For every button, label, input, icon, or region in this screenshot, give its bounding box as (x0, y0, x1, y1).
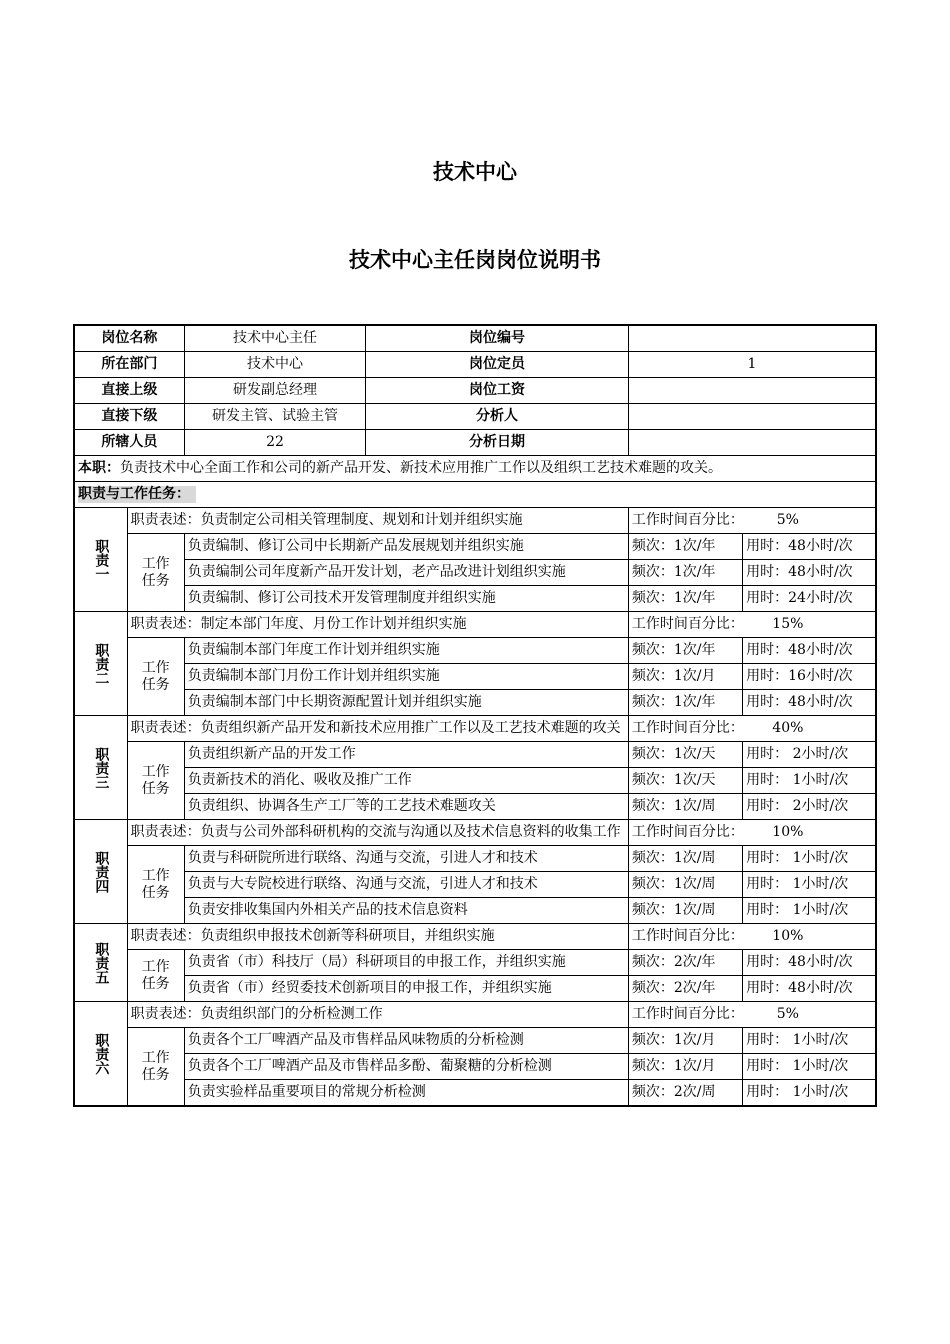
task-text: 负责新技术的消化、吸收及推广工作 (184, 768, 628, 794)
task-frequency: 频次：1次/年 (628, 560, 742, 586)
duty-description-row (74, 716, 876, 742)
task-row (74, 586, 876, 612)
task-frequency: 频次：1次/天 (628, 768, 742, 794)
tasks-header-row (74, 482, 876, 508)
duty-description: 职责表述：制定本部门年度、月份工作计划并组织实施 (127, 612, 628, 638)
task-row (74, 664, 876, 690)
job-description-table (73, 324, 877, 1107)
department-title: 技术中心 (433, 160, 517, 184)
duty-description-row (74, 1002, 876, 1028)
duty-description: 职责表述：负责与公司外部科研机构的交流与沟通以及技术信息资料的收集工作 (127, 820, 628, 846)
subordinate-value: 研发主管、试验主管 (184, 404, 365, 430)
task-row (74, 794, 876, 820)
info-row (74, 378, 876, 404)
duty-description-row (74, 612, 876, 638)
time-percentage-value: 40% (772, 720, 804, 736)
task-time: 用时：48小时/次 (743, 976, 876, 1002)
duty-description: 职责表述：负责组织部门的分析检测工作 (127, 1002, 628, 1028)
task-time: 用时：48小时/次 (743, 690, 876, 716)
task-row (74, 976, 876, 1002)
task-time: 用时： 2小时/次 (743, 742, 876, 768)
task-time: 用时： 1小时/次 (743, 1080, 876, 1107)
time-percentage-label: 工作时间百分比： (631, 1006, 744, 1022)
position-no-value (628, 325, 876, 352)
task-row (74, 742, 876, 768)
duty-name: 职责二 (74, 612, 127, 716)
headcount-label: 岗位定员 (366, 352, 629, 378)
task-time: 用时： 1小时/次 (743, 768, 876, 794)
task-frequency: 频次：1次/月 (628, 1054, 742, 1080)
staff-value: 22 (184, 430, 365, 456)
task-time: 用时：48小时/次 (743, 638, 876, 664)
work-tasks-label: 工作任务 (127, 846, 184, 924)
task-time: 用时：48小时/次 (743, 560, 876, 586)
task-frequency: 频次：1次/月 (628, 1028, 742, 1054)
duty-description: 职责表述：负责制定公司相关管理制度、规划和计划并组织实施 (127, 508, 628, 534)
work-tasks-label: 工作任务 (127, 534, 184, 612)
time-percentage-cell (628, 716, 876, 742)
work-tasks-label: 工作任务 (127, 950, 184, 1002)
task-time: 用时：48小时/次 (743, 534, 876, 560)
time-percentage-label: 工作时间百分比： (631, 928, 744, 944)
core-duty-text: 负责技术中心全面工作和公司的新产品开发、新技术应用推广工作以及组织工艺技术难题的攻关。 (120, 460, 722, 476)
salary-label: 岗位工资 (366, 378, 629, 404)
task-row (74, 768, 876, 794)
task-row (74, 872, 876, 898)
position-no-label: 岗位编号 (366, 325, 629, 352)
info-row (74, 325, 876, 352)
dept-label: 所在部门 (74, 352, 184, 378)
time-percentage-label: 工作时间百分比： (631, 824, 744, 840)
task-frequency: 频次：1次/年 (628, 534, 742, 560)
task-text: 负责编制、修订公司技术开发管理制度并组织实施 (184, 586, 628, 612)
duty-description: 职责表述：负责组织新产品开发和新技术应用推广工作以及工艺技术难题的攻关 (127, 716, 628, 742)
task-text: 负责与科研院所进行联络、沟通与交流，引进人才和技术 (184, 846, 628, 872)
task-frequency: 频次：1次/月 (628, 664, 742, 690)
task-text: 负责编制本部门中长期资源配置计划并组织实施 (184, 690, 628, 716)
position-name-label: 岗位名称 (74, 325, 184, 352)
task-time: 用时：16小时/次 (743, 664, 876, 690)
time-percentage-value: 15% (772, 616, 804, 632)
core-duty-row (74, 456, 876, 482)
task-row (74, 1080, 876, 1107)
salary-value (628, 378, 876, 404)
task-frequency: 频次：1次/年 (628, 586, 742, 612)
duty-name: 职责五 (74, 924, 127, 1002)
core-duty-label: 本职： (78, 460, 120, 476)
task-text: 负责组织新产品的开发工作 (184, 742, 628, 768)
work-tasks-label: 工作任务 (127, 742, 184, 820)
task-frequency: 频次：1次/周 (628, 898, 742, 924)
task-row (74, 846, 876, 872)
time-percentage-cell (628, 508, 876, 534)
task-time: 用时： 1小时/次 (743, 872, 876, 898)
analyst-value (628, 404, 876, 430)
task-time: 用时： 2小时/次 (743, 794, 876, 820)
info-row (74, 404, 876, 430)
task-time: 用时：24小时/次 (743, 586, 876, 612)
task-text: 负责实验样品重要项目的常规分析检测 (184, 1080, 628, 1107)
duty-name: 职责三 (74, 716, 127, 820)
task-frequency: 频次：2次/年 (628, 976, 742, 1002)
duty-name: 职责一 (74, 508, 127, 612)
date-value (628, 430, 876, 456)
time-percentage-value: 5% (776, 1006, 799, 1022)
task-time: 用时： 1小时/次 (743, 1028, 876, 1054)
position-name-value: 技术中心主任 (184, 325, 365, 352)
task-row (74, 1028, 876, 1054)
time-percentage-cell (628, 820, 876, 846)
task-frequency: 频次：2次/周 (628, 1080, 742, 1107)
task-text: 负责编制公司年度新产品开发计划，老产品改进计划组织实施 (184, 560, 628, 586)
task-row (74, 534, 876, 560)
info-row (74, 430, 876, 456)
subordinate-label: 直接下级 (74, 404, 184, 430)
task-text: 负责组织、协调各生产工厂等的工艺技术难题攻关 (184, 794, 628, 820)
task-frequency: 频次：1次/周 (628, 872, 742, 898)
duty-description-row (74, 820, 876, 846)
duty-name: 职责六 (74, 1002, 127, 1107)
task-text: 负责省（市）科技厅（局）科研项目的申报工作，并组织实施 (184, 950, 628, 976)
analyst-label: 分析人 (366, 404, 629, 430)
task-text: 负责各个工厂啤酒产品及市售样品风味物质的分析检测 (184, 1028, 628, 1054)
task-time: 用时： 1小时/次 (743, 898, 876, 924)
task-frequency: 频次：2次/年 (628, 950, 742, 976)
time-percentage-label: 工作时间百分比： (631, 616, 744, 632)
info-row (74, 352, 876, 378)
time-percentage-cell (628, 1002, 876, 1028)
task-row (74, 950, 876, 976)
task-row (74, 638, 876, 664)
task-time: 用时： 1小时/次 (743, 846, 876, 872)
time-percentage-value: 5% (776, 512, 799, 528)
document-title: 技术中心主任岗岗位说明书 (349, 248, 601, 272)
task-frequency: 频次：1次/年 (628, 638, 742, 664)
task-text: 负责安排收集国内外相关产品的技术信息资料 (184, 898, 628, 924)
time-percentage-cell (628, 924, 876, 950)
task-text: 负责编制本部门月份工作计划并组织实施 (184, 664, 628, 690)
task-text: 负责与大专院校进行联络、沟通与交流，引进人才和技术 (184, 872, 628, 898)
staff-label: 所辖人员 (74, 430, 184, 456)
dept-value: 技术中心 (184, 352, 365, 378)
task-text: 负责编制本部门年度工作计划并组织实施 (184, 638, 628, 664)
work-tasks-label: 工作任务 (127, 638, 184, 716)
task-text: 负责省（市）经贸委技术创新项目的申报工作，并组织实施 (184, 976, 628, 1002)
headcount-value: 1 (628, 352, 876, 378)
task-frequency: 频次：1次/周 (628, 794, 742, 820)
superior-value: 研发副总经理 (184, 378, 365, 404)
time-percentage-value: 10% (772, 824, 804, 840)
duty-description: 职责表述：负责组织申报技术创新等科研项目，并组织实施 (127, 924, 628, 950)
superior-label: 直接上级 (74, 378, 184, 404)
tasks-header: 职责与工作任务： (78, 486, 196, 503)
task-frequency: 频次：1次/周 (628, 846, 742, 872)
task-row (74, 690, 876, 716)
time-percentage-value: 10% (772, 928, 804, 944)
time-percentage-label: 工作时间百分比： (631, 720, 744, 736)
task-frequency: 频次：1次/天 (628, 742, 742, 768)
time-percentage-cell (628, 612, 876, 638)
task-row (74, 1054, 876, 1080)
duty-name: 职责四 (74, 820, 127, 924)
task-text: 负责编制、修订公司中长期新产品发展规划并组织实施 (184, 534, 628, 560)
task-text: 负责各个工厂啤酒产品及市售样品多酚、葡聚糖的分析检测 (184, 1054, 628, 1080)
work-tasks-label: 工作任务 (127, 1028, 184, 1107)
task-time: 用时：48小时/次 (743, 950, 876, 976)
task-time: 用时： 1小时/次 (743, 1054, 876, 1080)
date-label: 分析日期 (366, 430, 629, 456)
task-row (74, 898, 876, 924)
duty-description-row (74, 924, 876, 950)
duty-description-row (74, 508, 876, 534)
task-row (74, 560, 876, 586)
task-frequency: 频次：1次/年 (628, 690, 742, 716)
time-percentage-label: 工作时间百分比： (631, 512, 744, 528)
